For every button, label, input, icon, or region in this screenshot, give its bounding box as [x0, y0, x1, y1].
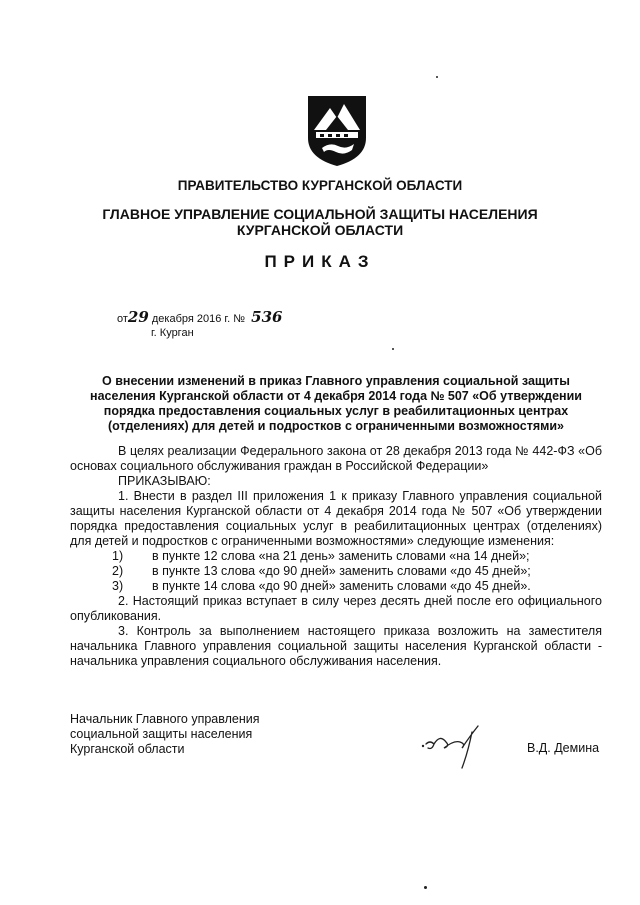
coat-of-arms-emblem: [304, 92, 370, 168]
order-word: ПРИКАЗЫВАЮ:: [118, 474, 211, 488]
position-line3: Курганской области: [70, 742, 185, 756]
subitem-text: в пункте 13 слова «до 90 дней» заменить словами «до 45 дней»;: [152, 564, 531, 578]
signatory-name: В.Д. Демина: [527, 741, 600, 755]
city: г. Курган: [151, 327, 194, 339]
scan-speck: [436, 76, 438, 78]
subitem-number: 2): [112, 564, 124, 578]
handwritten-signature: [420, 722, 484, 770]
date-prefix: от: [117, 313, 128, 325]
order-subject: О внесении изменений в приказ Главного управления социальной защиты населения Курганской области от 4 декабря 2014 года № 507 «Об утверждении порядка предоставления социальных услуг в реабилитационных центрах (отделениях) для детей и подростков с ограниченными возможностями»: [90, 374, 582, 433]
date-number-line: [117, 308, 282, 326]
subitem-1: [70, 549, 602, 564]
order-body: [70, 444, 602, 669]
subitem-number: 3): [112, 579, 124, 593]
handwritten-number: 536: [251, 308, 283, 326]
subitem-text: в пункте 14 слова «до 90 дней» заменить словами «до 45 дней».: [152, 579, 531, 593]
position-line2: социальной защиты населения: [70, 727, 253, 741]
item-3: 3. Контроль за выполнением настоящего приказа возложить на заместителя начальника Главного управления социальной защиты населения Курганской области - начальника управления социального обслуживания населения.: [70, 624, 602, 668]
subitem-3: [70, 579, 602, 594]
scan-speck: [424, 886, 427, 889]
preamble: В целях реализации Федерального закона от 28 декабря 2013 года № 442-ФЗ «Об основах социального обслуживания граждан в Российской Федерации»: [70, 444, 602, 473]
month-year: декабря 2016 г.: [151, 313, 231, 325]
subitem-2: [70, 564, 602, 579]
signatory-position: [70, 712, 260, 757]
handwritten-day: 29: [127, 308, 149, 326]
number-label: №: [233, 313, 246, 325]
item-1: 1. Внести в раздел III приложения 1 к приказу Главного управления социальной защиты населения Курганской области от 4 декабря 2014 года № 507 «Об утверждении порядка предоставления социальных услуг в реабилитационных центрах (отделениях) для детей и подростков с ограниченными возможностями» следующие изменения:: [70, 489, 602, 548]
document-type-title: ПРИКАЗ: [264, 252, 376, 271]
position-line1: Начальник Главного управления: [70, 712, 260, 726]
subitem-number: 1): [112, 549, 124, 563]
subitem-text: в пункте 12 слова «на 21 день» заменить словами «на 14 дней»;: [152, 549, 530, 563]
item-2: 2. Настоящий приказ вступает в силу через десять дней после его официального опубликования.: [70, 594, 602, 623]
department-name-line1: ГЛАВНОЕ УПРАВЛЕНИЕ СОЦИАЛЬНОЙ ЗАЩИТЫ НАСЕЛЕНИЯ: [102, 206, 538, 222]
department-name-line2: КУРГАНСКОЙ ОБЛАСТИ: [236, 222, 404, 238]
government-name: ПРАВИТЕЛЬСТВО КУРГАНСКОЙ ОБЛАСТИ: [177, 178, 463, 193]
scan-speck: [392, 348, 394, 350]
